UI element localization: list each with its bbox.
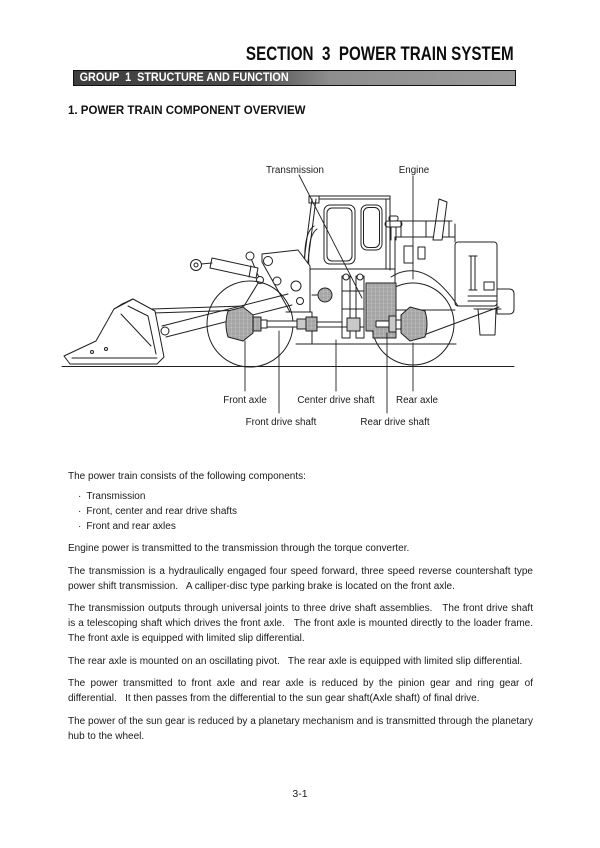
component-list: [68, 489, 533, 534]
bullet-dot: ·: [78, 506, 82, 517]
intro-paragraph: The power train consists of the following components:: [68, 471, 306, 482]
group-title-bar: [73, 70, 516, 86]
list-item: [78, 504, 533, 519]
exhaust-stack: [433, 199, 447, 240]
cab-rear-window: [361, 205, 382, 250]
label-front-axle: Front axle: [223, 395, 267, 406]
front-drive-shaft-part: [267, 321, 297, 327]
body-text: [68, 469, 539, 751]
center-drive-shaft-part: [317, 322, 345, 327]
air-cleaner: [385, 221, 402, 227]
bullet-dot: ·: [78, 491, 82, 502]
label-transmission: Transmission: [266, 165, 324, 176]
label-rear-drive-shaft: Rear drive shaft: [360, 417, 430, 428]
list-item-text: Transmission: [86, 491, 146, 502]
list-item: [78, 519, 533, 534]
powertrain-diagram: [55, 158, 535, 433]
label-rear-axle: Rear axle: [396, 395, 438, 406]
paragraph: The power transmitted to front axle and rear axle is reduced by the pinion gear and ring gear of differential. It then passes from the differential to the sun gear shaft(Axle shaft) of final drive.: [68, 678, 536, 704]
front-axle-housing: [226, 307, 253, 341]
group-title: GROUP 1 STRUCTURE AND FUNCTION: [79, 72, 289, 84]
rear-drive-shaft-part: [376, 321, 389, 327]
heading-overview: 1. POWER TRAIN COMPONENT OVERVIEW: [68, 105, 306, 117]
label-engine: Engine: [398, 165, 430, 176]
label-center-drive-shaft: Center drive shaft: [297, 395, 375, 406]
paragraph: The transmission outputs through universal joints to three drive shaft assemblies. The front drive shaft is a telescoping shaft which drives the front axle. The front axle is mounted directly to the loader frame. The front axle is equipped with limited slip differential.: [68, 603, 539, 644]
rear-axle-housing: [401, 307, 427, 341]
list-item: [78, 489, 533, 504]
list-item-text: Front and rear axles: [86, 521, 176, 532]
list-item-text: Front, center and rear drive shafts: [86, 506, 237, 517]
bullet-dot: ·: [78, 521, 82, 532]
paragraph: Engine power is transmitted to the transmission through the torque converter.: [68, 543, 410, 554]
label-front-drive-shaft: Front drive shaft: [245, 417, 317, 428]
paragraph: The rear axle is mounted on an oscillating pivot. The rear axle is equipped with limited slip differential.: [68, 655, 523, 667]
wheel-loader-drawing: [62, 175, 514, 413]
paragraph: The power of the sun gear is reduced by a planetary mechanism and is transmitted through the planetary hub to the wheel.: [68, 715, 536, 742]
cab-front-window: [324, 205, 355, 264]
section-title: SECTION 3 POWER TRAIN SYSTEM: [246, 44, 514, 65]
page-number: 3-1: [292, 788, 308, 800]
parking-brake-disc: [318, 288, 332, 302]
paragraph: The transmission is a hydraulically engaged four speed forward, three speed reverse countershaft type power shift transmission. A calliper-disc type parking brake is located on the front axle.: [68, 565, 536, 592]
